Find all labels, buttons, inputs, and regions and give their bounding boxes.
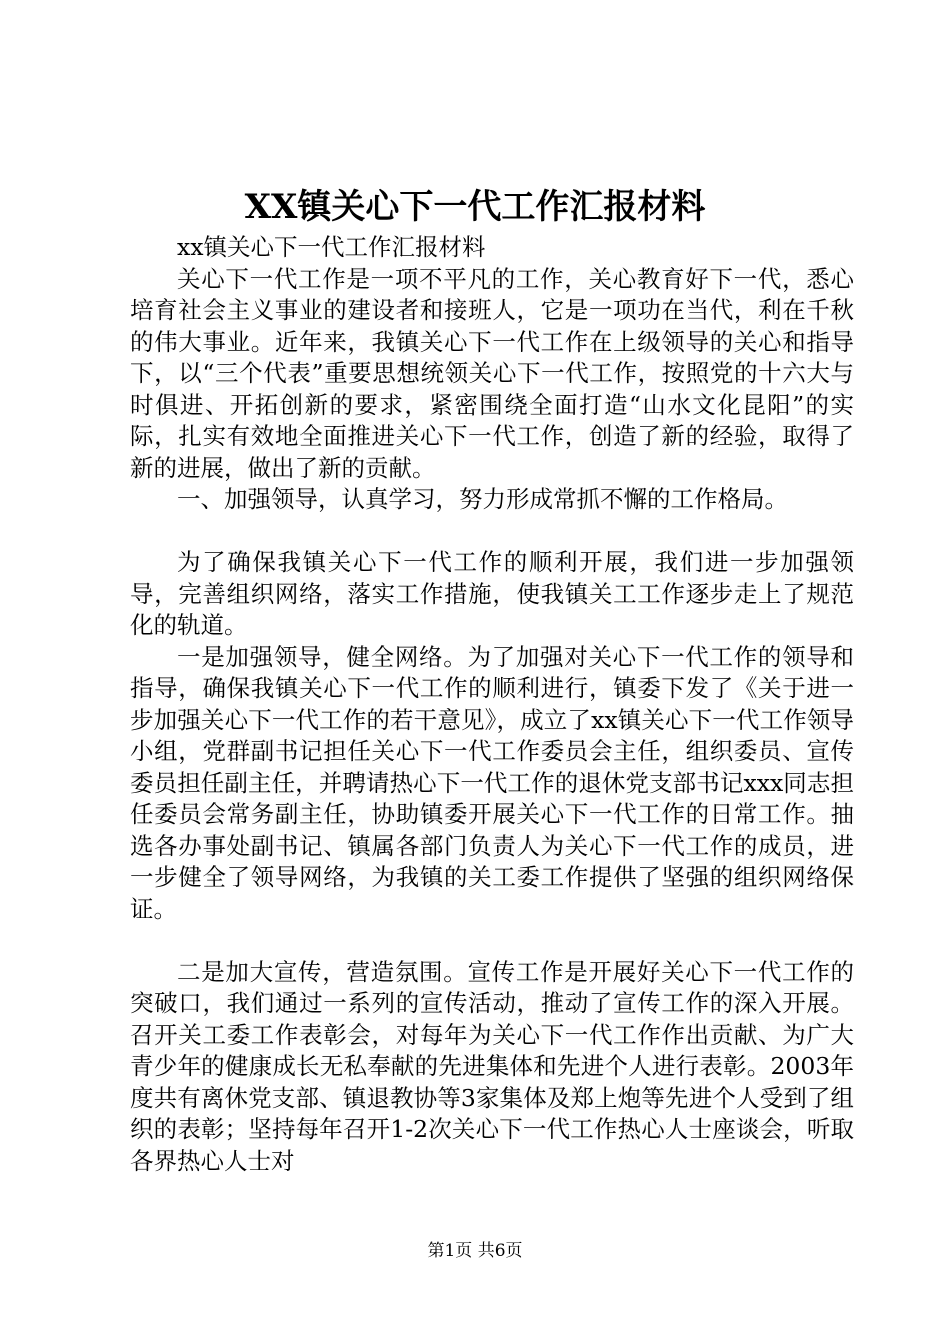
section-heading-1: 一、加强领导，认真学习，努力形成常抓不懈的工作格局。 bbox=[177, 485, 788, 513]
document-body bbox=[130, 232, 854, 1177]
document-title: XX镇关心下一代工作汇报材料 bbox=[244, 187, 706, 227]
paragraph-intro: 关心下一代工作是一项不平凡的工作，关心教育好下一代，悉心培育社会主义事业的建设者和接班人，它是一项功在当代，利在千秋的伟大事业。近年来，我镇关心下一代工作在上级领导的关心和指导下，以“三个代表”重要思想统领关心下一代工作，按照党的十六大与时俱进、开拓创新的要求，紧密围绕全面打造“山水文化昆阳”的实际，扎实有效地全面推进关心下一代工作，创造了新的经验，取得了新的进展，做出了新的贡献。 bbox=[130, 264, 854, 482]
paragraph-subtitle: xx镇关心下一代工作汇报材料 bbox=[177, 233, 486, 261]
paragraph-leadership-network: 一是加强领导，健全网络。为了加强对关心下一代工作的领导和指导，确保我镇关心下一代工作的顺利进行，镇委下发了《关于进一步加强关心下一代工作的若干意见》，成立了xx镇关心下一代工作领导小组，党群副书记担任关心下一代工作委员会主任，组织委员、宣传委员担任副主任，并聘请热心下一代工作的退休党支部书记xxx同志担任委员会常务副主任，协助镇委开展关心下一代工作的日常工作。抽选各办事处副书记、镇属各部门负责人为关心下一代工作的成员，进一步健全了领导网络，为我镇的关工委工作提供了坚强的组织网络保证。 bbox=[130, 642, 854, 923]
paragraph-section-1-intro: 为了确保我镇关心下一代工作的顺利开展，我们进一步加强领导，完善组织网络，落实工作措施，使我镇关工工作逐步走上了规范化的轨道。 bbox=[130, 548, 854, 639]
paragraph-publicity: 二是加大宣传，营造氛围。宣传工作是开展好关心下一代工作的突破口，我们通过一系列的宣传活动，推动了宣传工作的深入开展。召开关工委工作表彰会，对每年为关心下一代工作作出贡献、为广大青少年的健康成长无私奉献的先进集体和先进个人进行表彰。2003年度共有离休党支部、镇退教协等3家集体及郑上炮等先进个人受到了组织的表彰；坚持每年召开1-2次关心下一代工作热心人士座谈会，听取各界热心人士对 bbox=[130, 957, 854, 1175]
page-footer: 第1页 共6页 bbox=[427, 1241, 523, 1261]
